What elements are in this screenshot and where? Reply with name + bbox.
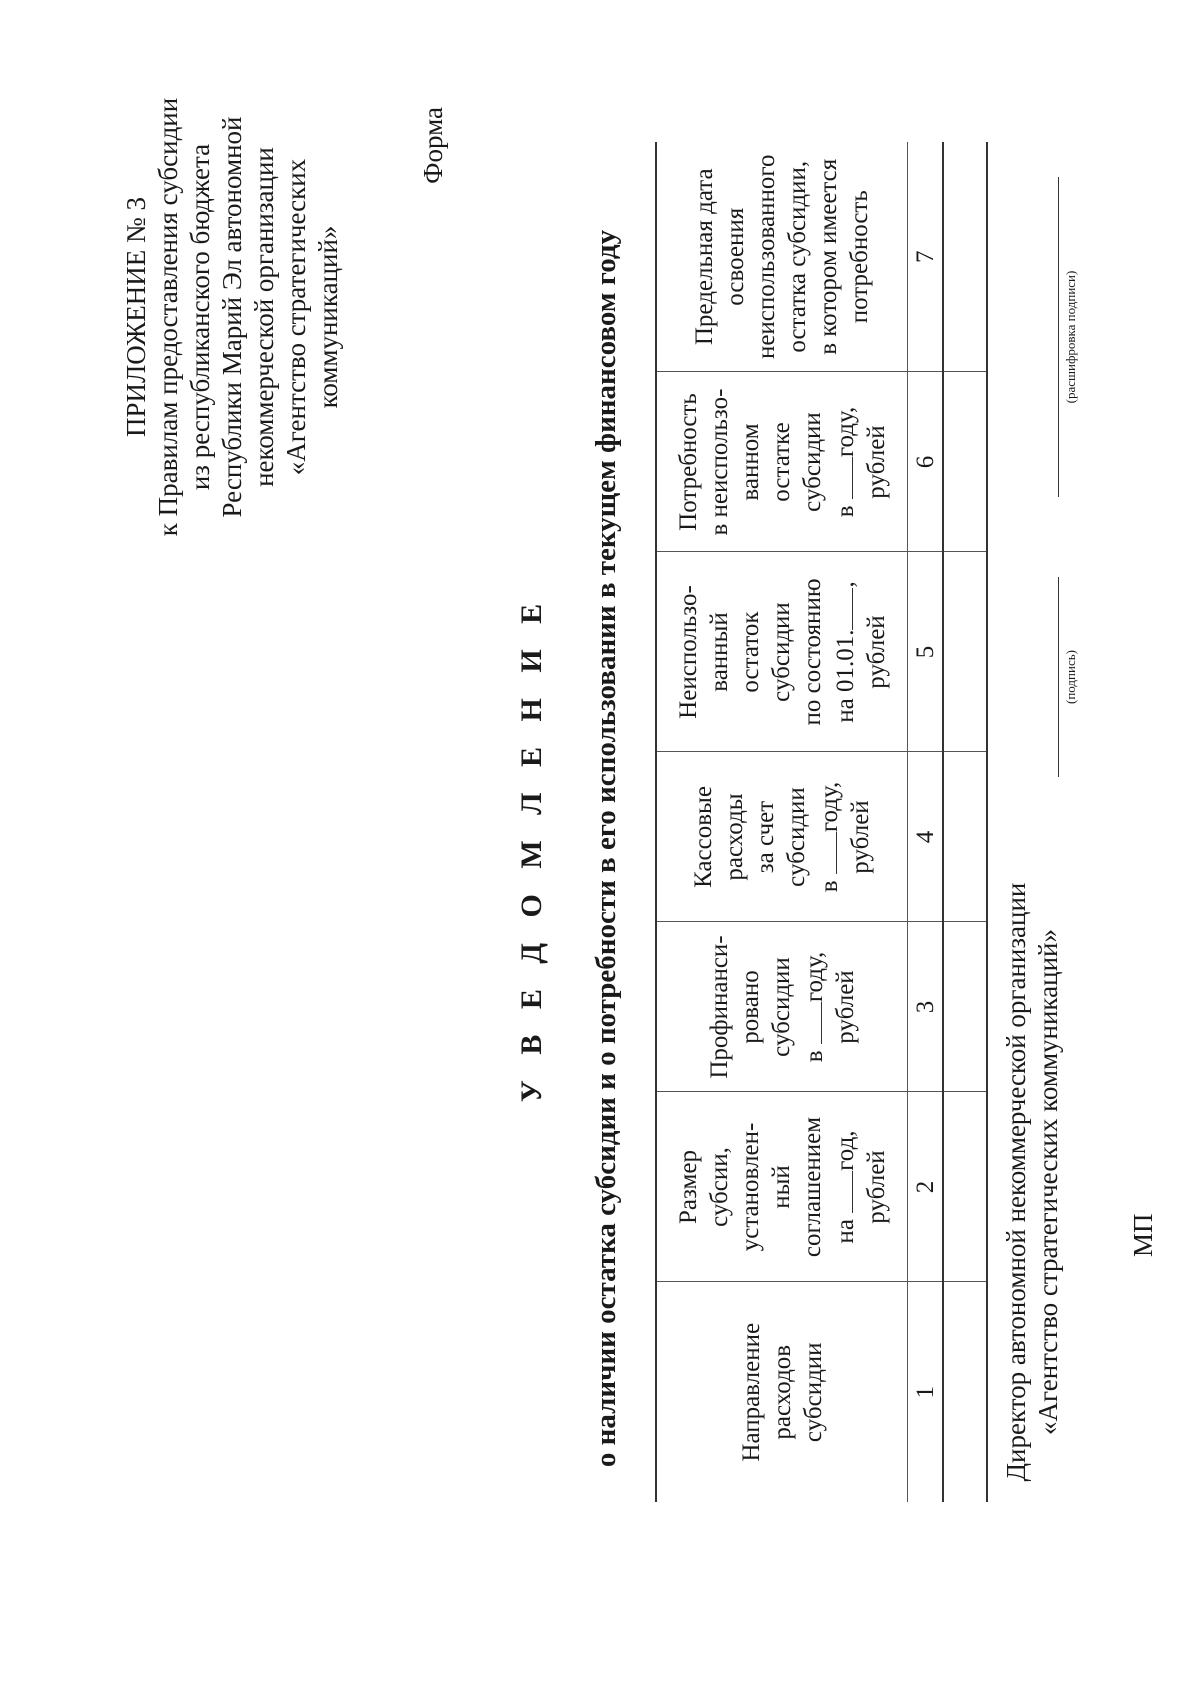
column-header-deadline: Предельная дата освоения неиспользованного остатка субсидии, в котором имеется потребность — [656, 142, 908, 372]
column-header-financed: Профинанси- ровано субсидии в году, рублей — [656, 922, 908, 1092]
column-header-agreement-amount: Размер субсии, установлен- ный соглашением на год, рублей — [656, 1092, 908, 1282]
stamp-place-label: МП — [1128, 1213, 1158, 1257]
appendix-line: к Правилам предоставления субсидии — [153, 97, 183, 537]
decode-signature-caption: (расшифровка подписи) — [1063, 270, 1078, 404]
column-number: 6 — [908, 372, 944, 552]
appendix-line: некоммерческой организации — [249, 147, 279, 487]
empty-cell — [943, 752, 987, 922]
column-number: 4 — [908, 752, 944, 922]
empty-cell — [943, 372, 987, 552]
empty-cell — [943, 552, 987, 752]
appendix-line: коммуникаций» — [313, 225, 343, 409]
director-title: Директор автономной некоммерческой организации — [1001, 882, 1031, 1482]
column-header-direction: Направление расходов субсидии — [656, 1282, 908, 1502]
column-number-row — [908, 142, 944, 1502]
appendix-block — [120, 97, 344, 537]
column-header-unused-balance: Неиспользо- ванный остаток субсидии по состоянию на 01.01., рублей — [656, 552, 908, 752]
empty-cell — [943, 142, 987, 372]
column-number: 5 — [908, 552, 944, 752]
form-label: Форма — [418, 107, 448, 184]
signature-caption: (подпись) — [1063, 650, 1078, 704]
appendix-line: из республиканского бюджета — [185, 143, 215, 491]
appendix-line: «Агентство стратегических — [281, 158, 311, 476]
document-title: У В Е Д О М Л Е Н И Е — [515, 594, 548, 1103]
subsidy-table — [655, 142, 988, 1502]
blank-field — [828, 1171, 853, 1213]
document-subtitle: о наличии остатка субсидии и о потребности в его использовании в текущем финансовом году — [590, 229, 622, 1468]
signature-line — [1058, 577, 1059, 777]
column-number: 2 — [908, 1092, 944, 1282]
blank-field — [797, 1002, 822, 1044]
appendix-line: ПРИЛОЖЕНИЕ № 3 — [121, 196, 151, 438]
empty-cell — [943, 1282, 987, 1502]
empty-cell — [943, 922, 987, 1092]
column-number: 3 — [908, 922, 944, 1092]
blank-field — [812, 832, 837, 874]
column-number: 7 — [908, 142, 944, 372]
blank-field — [828, 457, 853, 499]
director-block — [1000, 862, 1064, 1502]
director-organization: «Агентство стратегических коммуникаций» — [1033, 929, 1063, 1435]
decode-signature-line — [1058, 177, 1059, 497]
appendix-line: Республики Марий Эл автономной — [217, 116, 247, 518]
column-header-cash-expenses: Кассовые расходы за счет субсидии в году, рублей — [656, 752, 908, 922]
column-number: 1 — [908, 1282, 944, 1502]
column-header-need: Потребность в неиспользо- ванном остатке субсидии в году, рублей — [656, 372, 908, 552]
table-header-row — [656, 142, 908, 1502]
blank-field — [828, 588, 853, 630]
table-empty-row — [943, 142, 987, 1502]
empty-cell — [943, 1092, 987, 1282]
